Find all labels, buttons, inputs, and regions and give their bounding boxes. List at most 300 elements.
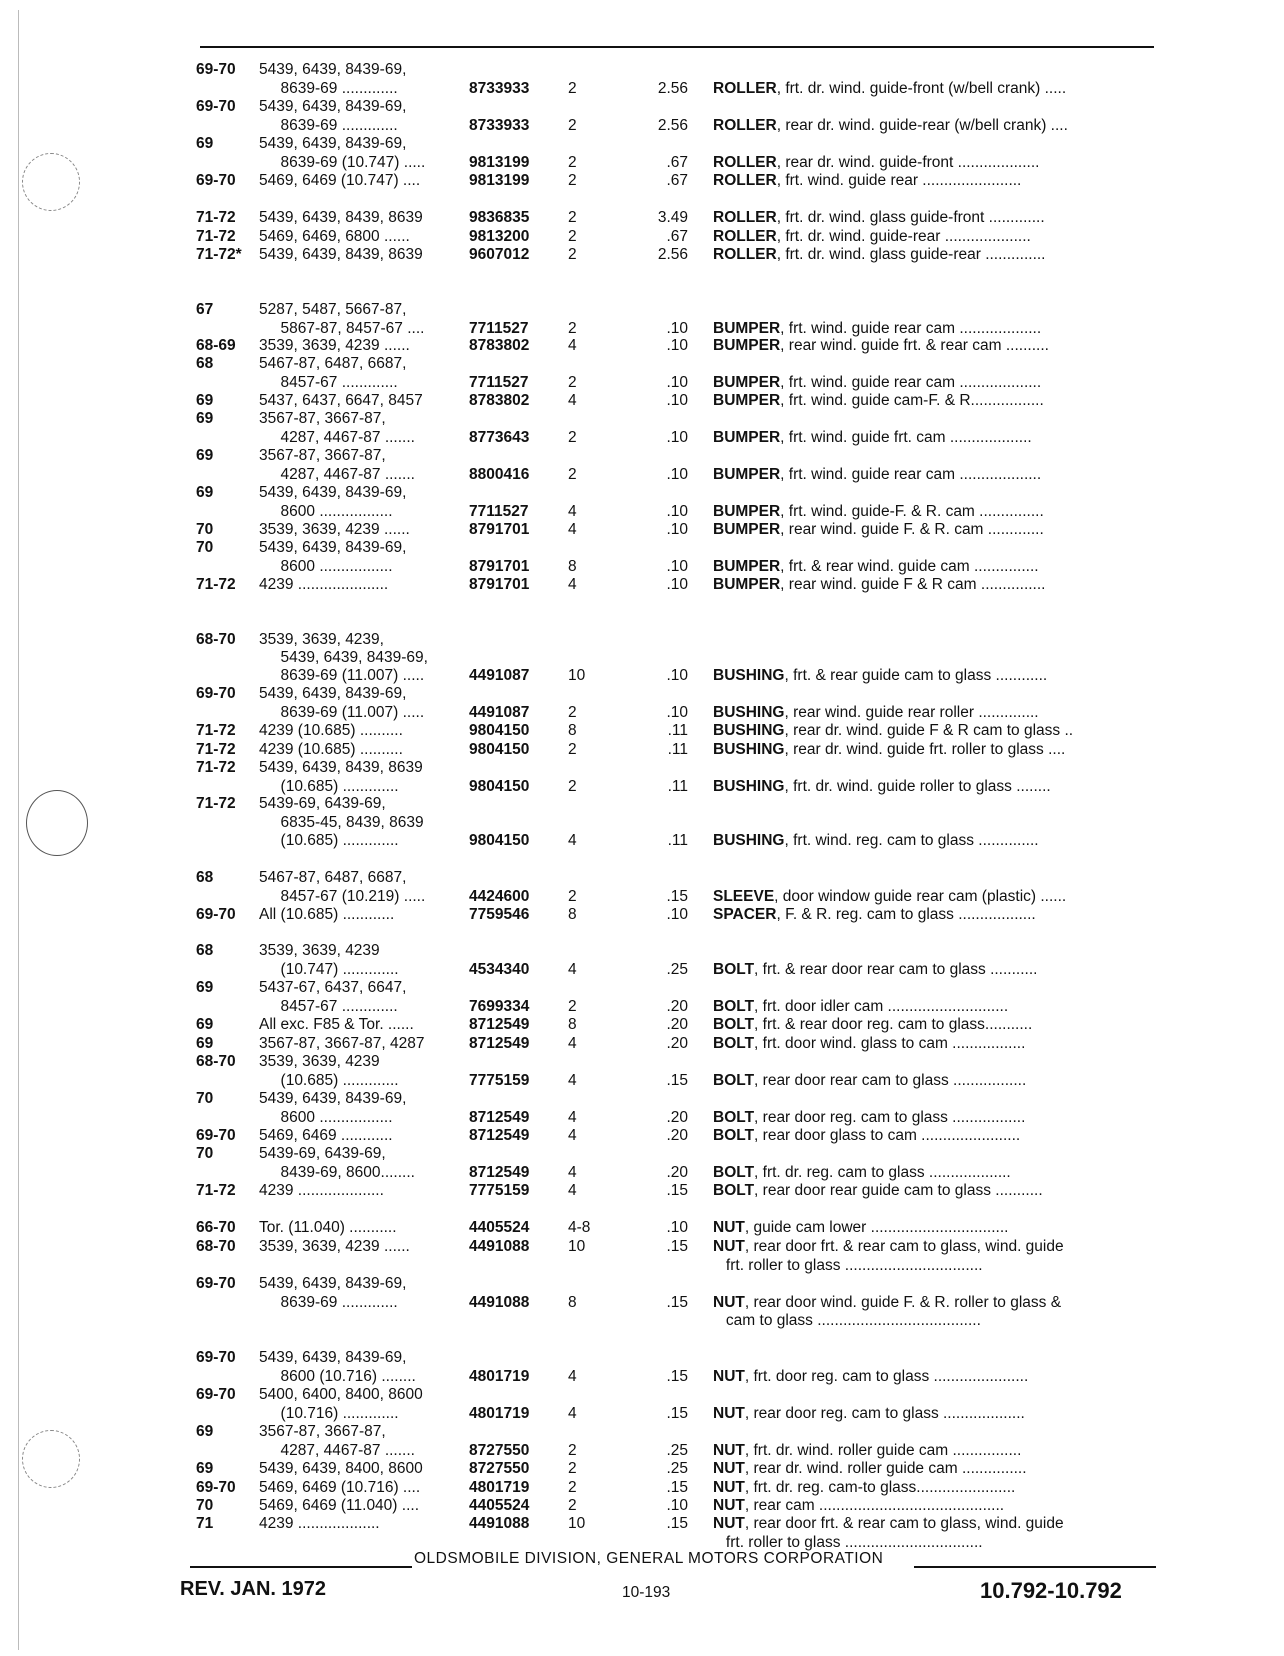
table-row: [0, 1144, 1284, 1163]
part-number: 4491088: [469, 1294, 530, 1311]
model-numbers: 4239 ....................: [259, 1182, 384, 1199]
price: .20: [666, 1035, 688, 1052]
part-description: [713, 79, 1157, 98]
model-numbers: 3567-87, 3667-87, 4287: [259, 1035, 425, 1052]
part-number: 4424600: [469, 888, 530, 905]
table-row: [0, 1311, 1284, 1330]
part-number: 8783802: [469, 392, 530, 409]
price: .20: [666, 1164, 688, 1181]
table-row: [0, 813, 1284, 832]
table-row: [0, 354, 1284, 373]
part-detail: , rear door glass to cam .......................: [754, 1127, 1021, 1144]
table-row: [0, 1181, 1284, 1200]
part-number: 8791701: [469, 521, 530, 538]
part-detail: , rear dr. wind. guide F & R cam to glass ..: [784, 722, 1074, 739]
part-number: 8733933: [469, 80, 530, 97]
part-description: [713, 1514, 1157, 1533]
model-numbers: 3539, 3639, 4239: [259, 1053, 380, 1070]
quantity: 8: [568, 1294, 577, 1311]
quantity: 4: [568, 1109, 577, 1126]
model-numbers: (10.747) .............: [259, 961, 399, 978]
quantity: 4: [568, 576, 577, 593]
part-detail: , rear wind. guide frt. & rear cam ..........: [780, 337, 1049, 354]
table-row: [0, 684, 1284, 703]
model-numbers: 5469, 6469 ............: [259, 1127, 393, 1144]
part-number: 9836835: [469, 209, 530, 226]
quantity: 2: [568, 1497, 577, 1514]
price: .11: [667, 778, 688, 795]
model-year: 69: [196, 1016, 214, 1033]
part-number: 7711527: [469, 374, 529, 391]
table-row: [0, 1404, 1284, 1423]
part-detail: , frt. wind. guide rear .......................: [776, 172, 1022, 189]
table-row: [0, 1496, 1284, 1515]
part-description: [713, 336, 1157, 355]
part-number: 8712549: [469, 1035, 530, 1052]
price: 2.56: [657, 246, 688, 263]
model-numbers: 5867-87, 8457-67 ....: [259, 320, 425, 337]
part-name: BUSHING: [713, 704, 785, 721]
model-numbers: Tor. (11.040) ...........: [259, 1219, 397, 1236]
price: 2.56: [657, 117, 688, 134]
model-numbers: 4287, 4467-87 .......: [259, 1442, 415, 1459]
price: .10: [666, 503, 688, 520]
model-year: 69-70: [196, 1275, 236, 1292]
part-name: BUSHING: [713, 741, 785, 758]
table-row: [0, 520, 1284, 539]
price: .15: [666, 1294, 688, 1311]
part-description: [713, 1218, 1157, 1237]
model-year: 70: [196, 521, 214, 538]
model-numbers: 5439, 6439, 8439-69,: [259, 135, 407, 152]
model-year: 71-72: [196, 576, 236, 593]
model-numbers: 3539, 3639, 4239,: [259, 631, 384, 648]
quantity: 2: [568, 228, 577, 245]
price: .67: [666, 228, 688, 245]
part-detail: , frt. dr. reg. cam to glass ...................: [754, 1164, 1011, 1181]
model-year: 71-72: [196, 795, 236, 812]
part-description: [713, 208, 1157, 227]
table-row: [0, 648, 1284, 667]
table-row: [0, 941, 1284, 960]
part-number: 7759546: [469, 906, 530, 923]
part-detail: , frt. dr. wind. guide roller to glass ........: [784, 778, 1051, 795]
part-number: 4491087: [469, 704, 530, 721]
model-year: 69: [196, 135, 214, 152]
price: .10: [666, 392, 688, 409]
model-year: 71-72: [196, 759, 236, 776]
table-row: [0, 208, 1284, 227]
model-year: 70: [196, 1497, 214, 1514]
table-row: [0, 575, 1284, 594]
part-description: [713, 1459, 1157, 1478]
quantity: 4: [568, 1072, 577, 1089]
price: .10: [666, 906, 688, 923]
model-year: 71-72: [196, 209, 236, 226]
price: .15: [666, 1405, 688, 1422]
part-detail: , frt. wind. guide-F. & R. cam ...............: [780, 503, 1044, 520]
part-name: NUT: [713, 1442, 745, 1459]
price: .15: [666, 1479, 688, 1496]
part-name: BUMPER: [713, 429, 781, 446]
quantity: 2: [568, 741, 577, 758]
part-name: ROLLER: [713, 209, 777, 226]
model-numbers: 5439, 6439, 8439-69,: [259, 685, 407, 702]
quantity: 2: [568, 374, 577, 391]
model-year: 67: [196, 301, 214, 318]
table-row: [0, 1274, 1284, 1293]
part-description: [713, 1034, 1157, 1053]
part-detail: , frt. dr. wind. guide-front (w/bell crank) .....: [776, 80, 1067, 97]
table-row: [0, 1034, 1284, 1053]
part-detail: , rear door wind. guide F. & R. roller to glass &: [744, 1294, 1062, 1311]
quantity: 2: [568, 172, 577, 189]
model-numbers: 8600 .................: [259, 1109, 393, 1126]
part-name: NUT: [713, 1294, 745, 1311]
table-row: [0, 868, 1284, 887]
model-year: 69: [196, 447, 214, 464]
model-numbers: 5439, 6439, 8439-69,: [259, 484, 407, 501]
part-number: 8712549: [469, 1016, 530, 1033]
part-description: [713, 1163, 1157, 1182]
part-number: 8791701: [469, 558, 530, 575]
page-number: 10-193: [622, 1584, 671, 1601]
price: .15: [666, 1515, 688, 1532]
table-row: [0, 1237, 1284, 1256]
part-detail: , frt. dr. wind. glass guide-front .............: [776, 209, 1045, 226]
part-name: BUMPER: [713, 374, 781, 391]
part-number: 9804150: [469, 778, 530, 795]
part-number: 9813200: [469, 228, 530, 245]
table-row: [0, 1218, 1284, 1237]
part-name: NUT: [713, 1405, 745, 1422]
part-detail: , frt. dr. reg. cam-to glass.......................: [744, 1479, 1016, 1496]
price: .67: [666, 154, 688, 171]
quantity: 4: [568, 961, 577, 978]
part-name: BUMPER: [713, 320, 781, 337]
table-row: [0, 721, 1284, 740]
part-description: [713, 887, 1157, 906]
quantity: 4: [568, 1182, 577, 1199]
price: .11: [667, 722, 688, 739]
price: .10: [666, 1219, 688, 1236]
part-description: [713, 465, 1157, 484]
quantity: 4: [568, 1127, 577, 1144]
model-numbers: 5439, 6439, 8439, 8639: [259, 246, 423, 263]
part-detail: , rear dr. wind. guide-rear (w/bell crank) ....: [776, 117, 1068, 134]
quantity: 2: [568, 429, 577, 446]
part-number: 8800416: [469, 466, 530, 483]
quantity: 2: [568, 246, 577, 263]
part-name: BUMPER: [713, 576, 781, 593]
part-number: 8773643: [469, 429, 530, 446]
quantity: 2: [568, 1442, 577, 1459]
part-detail: frt. roller to glass ................................: [713, 1257, 983, 1274]
part-description: [713, 1311, 1157, 1330]
quantity: 4: [568, 521, 577, 538]
table-row: [0, 1385, 1284, 1404]
quantity: 2: [568, 1479, 577, 1496]
table-row: [0, 373, 1284, 392]
part-name: BOLT: [713, 1164, 755, 1181]
model-year: 69-70: [196, 61, 236, 78]
part-number: 4405524: [469, 1497, 530, 1514]
part-name: BOLT: [713, 1109, 755, 1126]
table-row: [0, 740, 1284, 759]
table-row: [0, 666, 1284, 685]
table-row: [0, 905, 1284, 924]
part-name: NUT: [713, 1497, 745, 1514]
table-row: [0, 831, 1284, 850]
part-description: [713, 391, 1157, 410]
table-row: [0, 134, 1284, 153]
part-description: [713, 1441, 1157, 1460]
model-numbers: 5439, 6439, 8400, 8600: [259, 1460, 423, 1477]
model-numbers: 8639-69 .............: [259, 1294, 398, 1311]
part-description: [713, 153, 1157, 172]
part-description: [713, 960, 1157, 979]
model-year: 68-70: [196, 1238, 236, 1255]
quantity: 8: [568, 722, 577, 739]
part-detail: , frt. wind. guide rear cam ...................: [780, 320, 1042, 337]
model-numbers: 5467-87, 6487, 6687,: [259, 869, 407, 886]
model-numbers: 6835-45, 8439, 8639: [259, 814, 424, 831]
price: .10: [666, 558, 688, 575]
table-row: [0, 227, 1284, 246]
model-numbers: 4287, 4467-87 .......: [259, 429, 415, 446]
model-numbers: 8600 .................: [259, 558, 393, 575]
model-numbers: 3567-87, 3667-87,: [259, 447, 386, 464]
model-year: 69-70: [196, 1127, 236, 1144]
part-description: [713, 557, 1157, 576]
model-numbers: 5439, 6439, 8439, 8639: [259, 209, 423, 226]
quantity: 2: [568, 154, 577, 171]
table-row: [0, 538, 1284, 557]
part-detail: , frt. dr. wind. roller guide cam ................: [744, 1442, 1022, 1459]
price: .25: [666, 961, 688, 978]
quantity: 2: [568, 80, 577, 97]
part-name: SPACER: [713, 906, 777, 923]
table-row: [0, 1163, 1284, 1182]
part-number: 8727550: [469, 1460, 530, 1477]
part-detail: , frt. wind. guide rear cam ...................: [780, 466, 1042, 483]
part-number: 4491087: [469, 667, 530, 684]
price: .15: [666, 1368, 688, 1385]
model-numbers: 3567-87, 3667-87,: [259, 410, 386, 427]
part-name: SLEEVE: [713, 888, 775, 905]
table-row: [0, 630, 1284, 649]
part-number: 4491088: [469, 1238, 530, 1255]
model-numbers: 5439-69, 6439-69,: [259, 795, 386, 812]
part-detail: , frt. & rear wind. guide cam ...............: [780, 558, 1039, 575]
model-numbers: 4239 .....................: [259, 576, 389, 593]
part-detail: , frt. wind. guide cam-F. & R.................: [780, 392, 1044, 409]
model-numbers: 5439, 6439, 8439-69,: [259, 649, 428, 666]
model-numbers: All (10.685) ............: [259, 906, 395, 923]
price: .10: [666, 337, 688, 354]
part-detail: , frt. dr. wind. guide-rear ....................: [776, 228, 1031, 245]
table-row: [0, 428, 1284, 447]
price: .20: [666, 998, 688, 1015]
part-detail: , frt. & rear door rear cam to glass ...........: [754, 961, 1038, 978]
part-number: 7711527: [469, 503, 529, 520]
price: 3.49: [657, 209, 688, 226]
model-numbers: 4239 (10.685) ..........: [259, 741, 403, 758]
part-name: NUT: [713, 1479, 745, 1496]
price: .15: [666, 1072, 688, 1089]
part-name: BOLT: [713, 998, 755, 1015]
model-numbers: 8439-69, 8600........: [259, 1164, 415, 1181]
model-numbers: 3567-87, 3667-87,: [259, 1423, 386, 1440]
model-numbers: 5469, 6469 (10.716) ....: [259, 1479, 421, 1496]
model-numbers: 5439, 6439, 8439, 8639: [259, 759, 423, 776]
table-row: [0, 153, 1284, 172]
part-detail: , frt. door reg. cam to glass ......................: [744, 1368, 1029, 1385]
model-numbers: 5439-69, 6439-69,: [259, 1145, 386, 1162]
footer-rule-right: [914, 1566, 1156, 1568]
model-numbers: 3539, 3639, 4239 ......: [259, 1238, 410, 1255]
table-row: [0, 1052, 1284, 1071]
part-detail: , rear cam ...........................................: [744, 1497, 1005, 1514]
table-row: [0, 60, 1284, 79]
part-detail: , rear dr. wind. roller guide cam ...............: [744, 1460, 1027, 1477]
model-numbers: (10.685) .............: [259, 778, 399, 795]
table-row: [0, 997, 1284, 1016]
price: .15: [666, 1182, 688, 1199]
quantity: 4-8: [568, 1219, 591, 1236]
model-numbers: (10.685) .............: [259, 832, 399, 849]
model-year: 69: [196, 979, 214, 996]
model-numbers: 4239 ...................: [259, 1515, 380, 1532]
model-year: 70: [196, 539, 214, 556]
model-numbers: 3539, 3639, 4239: [259, 942, 380, 959]
part-description: [713, 1496, 1157, 1515]
model-numbers: 8457-67 .............: [259, 374, 398, 391]
part-detail: , frt. door idler cam ............................: [754, 998, 1009, 1015]
price: .10: [666, 704, 688, 721]
part-description: [713, 116, 1157, 135]
model-numbers: 5439, 6439, 8439-69,: [259, 539, 407, 556]
model-year: 70: [196, 1090, 214, 1107]
model-numbers: 5469, 6469, 6800 ......: [259, 228, 410, 245]
part-detail: , rear wind. guide F. & R. cam .............: [780, 521, 1044, 538]
part-name: ROLLER: [713, 80, 777, 97]
part-description: [713, 1108, 1157, 1127]
part-name: BUSHING: [713, 667, 785, 684]
model-numbers: 5469, 6469 (10.747) ....: [259, 172, 421, 189]
quantity: 4: [568, 503, 577, 520]
model-numbers: 3539, 3639, 4239 ......: [259, 337, 410, 354]
model-numbers: 8600 .................: [259, 503, 393, 520]
model-numbers: 5439, 6439, 8439-69,: [259, 61, 407, 78]
quantity: 4: [568, 1405, 577, 1422]
model-year: 68-69: [196, 337, 236, 354]
quantity: 10: [568, 667, 586, 684]
quantity: 4: [568, 337, 577, 354]
part-detail: , rear door reg. cam to glass .................: [754, 1109, 1026, 1126]
part-name: BUMPER: [713, 521, 781, 538]
table-row: [0, 116, 1284, 135]
part-detail: , rear wind. guide rear roller ..............: [784, 704, 1039, 721]
model-year: 66-70: [196, 1219, 236, 1236]
part-number: 9607012: [469, 246, 530, 263]
part-number: 8791701: [469, 576, 530, 593]
model-year: 68-70: [196, 631, 236, 648]
price: .20: [666, 1109, 688, 1126]
quantity: 8: [568, 906, 577, 923]
section-reference: 10.792-10.792: [980, 1578, 1122, 1603]
part-name: BUSHING: [713, 722, 785, 739]
quantity: 2: [568, 704, 577, 721]
table-row: [0, 557, 1284, 576]
model-year: 69-70: [196, 1349, 236, 1366]
part-number: 4405524: [469, 1219, 530, 1236]
table-row: [0, 794, 1284, 813]
model-numbers: 3539, 3639, 4239 ......: [259, 521, 410, 538]
table-row: [0, 1422, 1284, 1441]
part-description: [713, 171, 1157, 190]
part-detail: , frt. & rear guide cam to glass ............: [784, 667, 1048, 684]
quantity: 8: [568, 558, 577, 575]
table-row: [0, 1108, 1284, 1127]
table-row: [0, 1459, 1284, 1478]
table-row: [0, 1256, 1284, 1275]
price: .10: [666, 374, 688, 391]
model-year: 70: [196, 1145, 214, 1162]
part-description: [713, 1293, 1157, 1312]
model-year: 71-72: [196, 722, 236, 739]
part-name: BUMPER: [713, 337, 781, 354]
part-name: BUSHING: [713, 778, 785, 795]
model-year: 71-72: [196, 228, 236, 245]
model-year: 69: [196, 410, 214, 427]
part-description: [713, 520, 1157, 539]
part-name: BUMPER: [713, 392, 781, 409]
part-name: BOLT: [713, 1035, 755, 1052]
part-description: [713, 666, 1157, 685]
part-description: [713, 1015, 1157, 1034]
part-description: [713, 373, 1157, 392]
part-name: ROLLER: [713, 154, 777, 171]
part-detail: , rear dr. wind. guide frt. roller to glass ....: [784, 741, 1066, 758]
model-numbers: 8600 (10.716) ........: [259, 1368, 416, 1385]
part-number: 4801719: [469, 1405, 530, 1422]
price: .20: [666, 1127, 688, 1144]
part-name: BUMPER: [713, 558, 781, 575]
quantity: 4: [568, 1368, 577, 1385]
part-detail: , rear door rear guide cam to glass ...........: [754, 1182, 1043, 1199]
model-year: 71-72: [196, 1182, 236, 1199]
revision-date: REV. JAN. 1972: [180, 1578, 327, 1600]
quantity: 2: [568, 778, 577, 795]
part-detail: , rear door rear cam to glass .................: [754, 1072, 1027, 1089]
quantity: 2: [568, 998, 577, 1015]
model-numbers: 5439, 6439, 8439-69,: [259, 1275, 407, 1292]
quantity: 4: [568, 1164, 577, 1181]
model-year: 69: [196, 1423, 214, 1440]
part-detail: , frt. dr. wind. glass guide-rear ..............: [776, 246, 1046, 263]
table-row: [0, 960, 1284, 979]
table-row: [0, 1126, 1284, 1145]
part-detail: , door window guide rear cam (plastic) ......: [774, 888, 1067, 905]
footer-organization: OLDSMOBILE DIVISION, GENERAL MOTORS CORPORATION: [414, 1550, 884, 1567]
model-numbers: 8457-67 .............: [259, 998, 398, 1015]
price: .15: [666, 888, 688, 905]
quantity: 8: [568, 1016, 577, 1033]
model-numbers: 8639-69 (11.007) .....: [259, 667, 425, 684]
part-name: BUSHING: [713, 832, 785, 849]
model-year: 68: [196, 869, 214, 886]
